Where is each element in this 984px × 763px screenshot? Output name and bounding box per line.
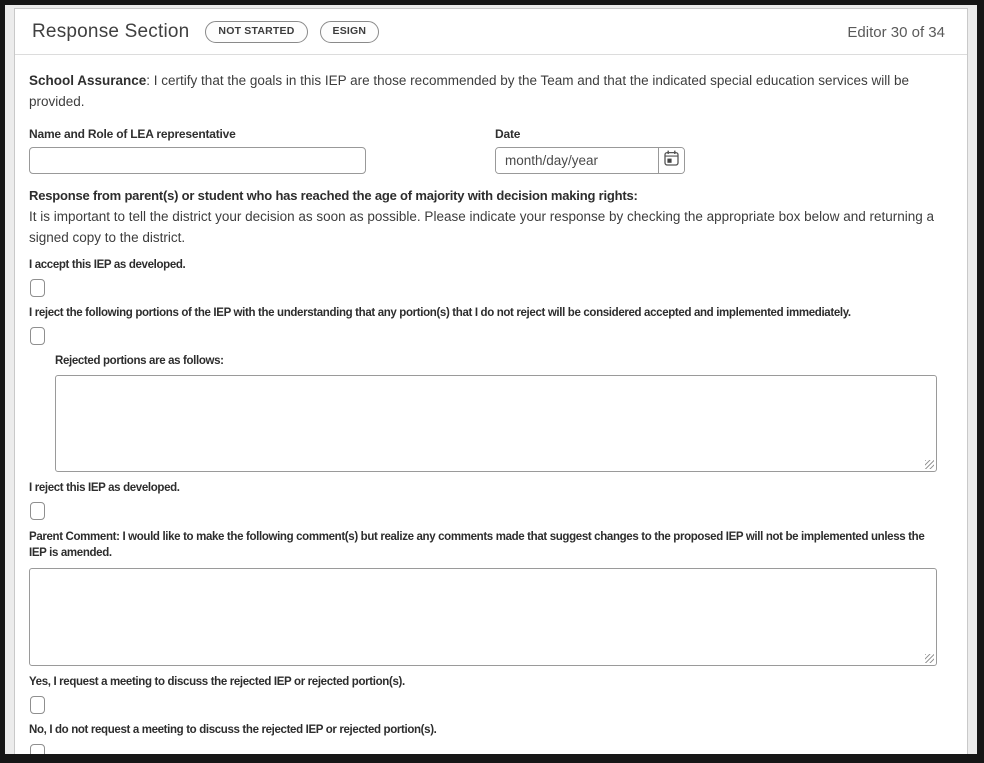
reject-full-option-label: I reject this IEP as developed. — [29, 481, 180, 494]
reject-full-checkbox[interactable] — [30, 502, 45, 520]
accept-option — [29, 258, 937, 297]
date-picker-button[interactable] — [658, 148, 684, 173]
date-field — [495, 147, 685, 174]
meeting-yes-option-label: Yes, I request a meeting to discuss the rejected IEP or rejected portion(s). — [29, 675, 405, 688]
rejected-portions-label: Rejected portions are as follows: — [55, 354, 224, 367]
accept-checkbox[interactable] — [30, 279, 45, 297]
school-assurance-text: : I certify that the goals in this IEP are those recommended by the Team and that the indicated special education services will be provided. — [29, 73, 909, 109]
lea-field-group — [29, 127, 366, 174]
calendar-icon — [664, 150, 679, 171]
editor-body — [15, 55, 967, 754]
meeting-no-checkbox[interactable] — [30, 744, 45, 754]
date-input[interactable] — [496, 148, 658, 173]
rejected-portions-textarea[interactable] — [56, 376, 936, 471]
rejected-portions-field — [55, 375, 937, 472]
status-badges — [205, 21, 379, 43]
date-field-group — [495, 127, 685, 174]
reject-portions-checkbox[interactable] — [30, 327, 45, 345]
editor-panel — [14, 8, 968, 754]
rejected-portions-group — [55, 354, 937, 472]
school-assurance-paragraph — [29, 71, 937, 113]
status-badge-esign[interactable]: ESIGN — [320, 21, 380, 43]
editor-position: Editor 30 of 34 — [847, 23, 945, 41]
date-field-label: Date — [495, 126, 521, 141]
reject-portions-option-label: I reject the following portions of the IEP with the understanding that any portion(s) that I do not reject will be considered accepted and implemented immediately. — [29, 306, 851, 319]
school-assurance-label: School Assurance — [29, 73, 147, 88]
lea-field-label: Name and Role of LEA representative — [29, 126, 236, 141]
meeting-yes-option — [29, 675, 937, 714]
parent-response-heading: Response from parent(s) or student who has reached the age of majority with decision making rights: — [29, 187, 638, 203]
parent-response-description: It is important to tell the district your decision as soon as possible. Please indicate your response by checking the appropriate box below and returning a signed copy to the district. — [29, 209, 935, 245]
fields-row — [29, 127, 937, 174]
meeting-no-option-label: No, I do not request a meeting to discuss the rejected IEP or rejected portion(s). — [29, 723, 437, 736]
status-badge-not-started[interactable]: NOT STARTED — [205, 21, 307, 43]
editor-header — [15, 9, 967, 55]
reject-portions-option — [29, 306, 937, 345]
meeting-no-option — [29, 723, 937, 754]
resize-handle[interactable] — [925, 654, 934, 663]
parent-comment-textarea[interactable] — [30, 569, 936, 665]
accept-option-label: I accept this IEP as developed. — [29, 258, 186, 271]
parent-comment-field — [29, 568, 937, 666]
meeting-yes-checkbox[interactable] — [30, 696, 45, 714]
resize-handle[interactable] — [925, 460, 934, 469]
parent-comment-group — [29, 529, 937, 666]
page-title: Response Section — [32, 21, 190, 42]
reject-full-option — [29, 481, 937, 520]
lea-representative-input[interactable] — [29, 147, 366, 174]
parent-comment-label: Parent Comment: I would like to make the following comment(s) but realize any comments made that suggest changes to the proposed IEP will not be implemented unless the IEP is amended. — [29, 530, 925, 560]
